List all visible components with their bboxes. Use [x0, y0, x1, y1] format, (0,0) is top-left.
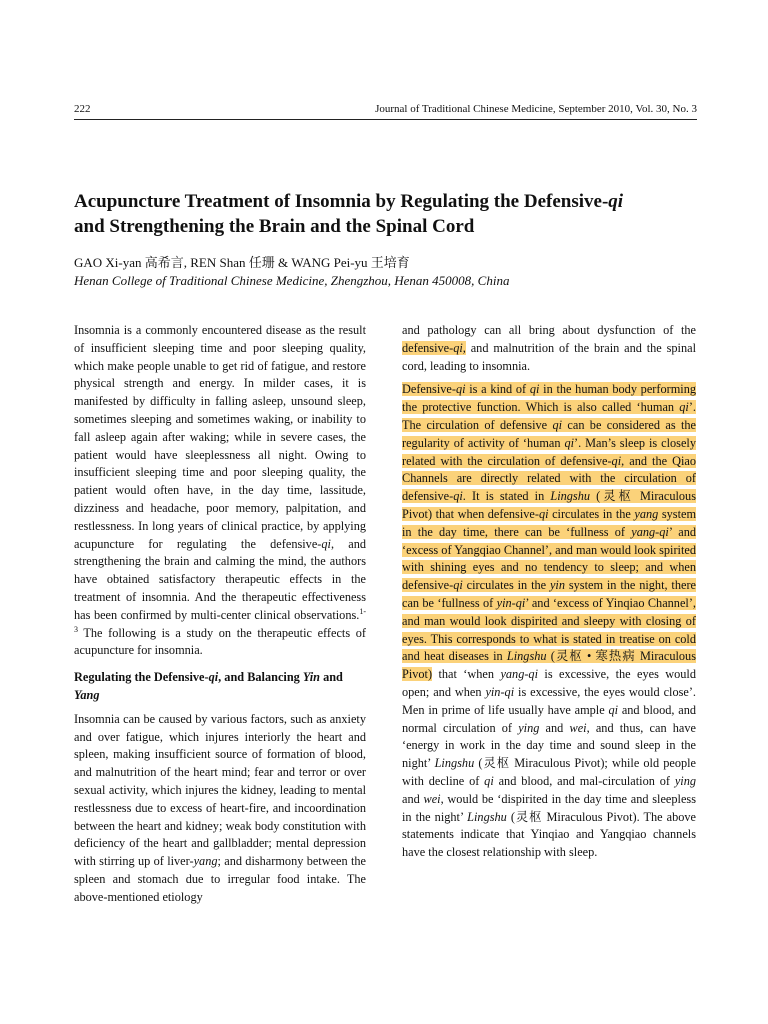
heading-run: and [320, 670, 343, 685]
highlighted-text [402, 341, 466, 355]
text-run-italic: yin-qi [485, 684, 515, 699]
text-run: , would be ‘dispirited in the day time and sleepless in the night’ [402, 791, 696, 824]
title-line-1: Acupuncture Treatment of Insomnia by Regulating the Defensive- [74, 191, 609, 212]
title-qi: qi [608, 191, 624, 212]
text-run: can be considered as the regularity of activity of ‘human [402, 417, 696, 450]
text-run-italic: qi [538, 506, 549, 521]
text-run: is excessive, the eyes would close’. Men in prime of life usually have ample [402, 684, 697, 717]
section-heading [74, 669, 366, 705]
running-header [74, 102, 697, 120]
text-run: and [539, 720, 570, 735]
text-run-italic: Lingshu [434, 756, 475, 771]
etiology-paragraph [74, 711, 366, 907]
text-run-italic: yang-qi [500, 667, 539, 682]
defensive-qi-paragraph [402, 381, 696, 862]
text-run: . It is stated in [462, 489, 551, 504]
text-run: ’. The circulation of defensive [402, 400, 696, 432]
text-run: ; and disharmony between the spleen and stomach due to irregular food intake. The above-mentioned etiology [74, 854, 366, 904]
text-run-italic: qi [455, 382, 466, 397]
article-title [74, 189, 704, 239]
text-run: and malnutrition of the brain and the spinal cord, leading to insomnia. [402, 340, 696, 373]
heading-run: , and Balancing [218, 670, 303, 685]
text-run: (灵枢 Miraculous Pivot) that when defensive- [402, 489, 696, 521]
text-run-italic: qi [529, 382, 540, 397]
text-run-italic: qi [552, 417, 563, 432]
heading-run: Regulating the Defensive- [74, 670, 209, 685]
text-run: Insomnia is a commonly encountered disease as the result of insufficient sleeping time and poor sleeping quality, which make people unable to get rid of fatigue, and restore physical strength and energy. In milder cases, it is manifested by difficulty in falling asleep, unsound sleep, sometimes sleeping and sometimes waking, or inability to fall asleep again after waking; while in severe cases, the patient would have sleeplessness all night. Owing to insufficient sleeping time and poor sleeping quality, the patient would often have, in the day time, lassitude, dizziness and headache, poor memory, palpitation, and restlessness. In long years of clinical practice, by applying acupuncture for regulating the defensive- [74, 323, 366, 551]
text-run-italic: Lingshu [467, 809, 507, 824]
text-run-italic: qi [611, 453, 622, 468]
author-list: GAO Xi-yan 高希言, REN Shan 任珊 & WANG Pei-yu 王培育 [74, 255, 410, 270]
title-line-2: and Strengthening the Brain and the Spinal Cord [74, 216, 475, 237]
heading-run-italic: Yin [302, 670, 320, 685]
text-run-italic: qi [321, 536, 331, 551]
text-run: The following is a study on the therapeutic effects of acupuncture for insomnia. [74, 625, 366, 658]
text-run-italic: qi [484, 773, 494, 788]
text-run: ’ and ‘excess of Yangqiao Channel’, and man would look spirited with shining eyes and no tendency to sleep; and when defensive- [402, 524, 697, 593]
text-run: Insomnia can be caused by various factors, such as anxiety and over fatigue, which injures interiorly the heart and spleen, making insufficient source of formation of blood, and malnutrition of the heart mind; fear and terror or over sexual activity, which injures the kidney, leading to mental restlessness due to excess of heart-fire, and incoordination between the heart and kidney; weak body constitution with deficiency of the heart and gallbladder; mental depression with stirring up of liver- [74, 711, 366, 869]
text-run: , and the Qiao Channels are directly related with the circulation of defensive- [402, 453, 696, 504]
text-run: and pathology can all bring about dysfunction of the [402, 323, 696, 337]
citation-superscript: 1-3 [74, 606, 366, 634]
text-run-italic: yang [193, 854, 218, 869]
text-run-italic: wei [423, 791, 441, 806]
text-run: circulates in the [462, 578, 550, 593]
text-run-italic: qi [564, 435, 575, 450]
text-run-italic: yang-qi [631, 524, 669, 539]
affiliation: Henan College of Traditional Chinese Medicine, Zhengzhou, Henan 450008, China [74, 273, 510, 288]
text-run: and blood, and normal circulation of [402, 702, 696, 735]
text-run: (灵枢 Miraculous Pivot); while old people with decline of [402, 756, 696, 788]
text-run-italic: qi, [453, 340, 466, 355]
text-run: and blood, and mal-circulation of [493, 773, 675, 788]
text-run: that ‘when [432, 667, 501, 682]
text-run: circulates in the [548, 506, 635, 521]
text-run-italic: ying [518, 720, 540, 735]
text-run: is a kind of [465, 382, 530, 397]
text-run-italic: yin-qi [496, 595, 526, 610]
text-run: system in the night, there can be ‘fullness of [402, 578, 697, 610]
text-run-italic: Lingshu [550, 489, 590, 504]
text-run-italic: yin [549, 578, 565, 593]
text-run-italic: ying [674, 773, 696, 788]
heading-run-italic: Yang [74, 687, 100, 702]
text-run-italic: qi [453, 489, 463, 504]
text-run-italic: yang [634, 506, 659, 521]
right-column [402, 322, 696, 862]
text-run-italic: qi [608, 702, 619, 717]
text-run: , and strengthening the brain and calming the mind, the authors have obtained satisfactory therapeutic effects in the treatment of insomnia. And the therapeutic effectiveness has been confirmed by multi-center clinical observations. [74, 536, 366, 622]
left-column [74, 322, 366, 907]
text-run-italic: wei [569, 720, 587, 735]
journal-citation: Journal of Traditional Chinese Medicine, September 2010, Vol. 30, No. 3 [375, 103, 697, 115]
text-run: ’ and ‘excess of Yinqiao Channel’, and man would look dispirited and sleepy with closing of eyes. This corresponds to what is stated in treatise on cold and heat diseases in [402, 595, 697, 664]
text-run: Defensive- [402, 382, 456, 397]
intro-paragraph [74, 322, 366, 660]
text-run-italic: Lingshu [506, 649, 547, 664]
unhighlighted-text [402, 667, 696, 859]
text-run: in the human body performing the protective function. Which is also called ‘human [402, 382, 696, 415]
text-run: defensive- [402, 340, 454, 355]
text-run: ’. Man’s sleep is closely related with the circulation of defensive- [402, 435, 696, 468]
text-run: system in the day time, there can be ‘fullness of [402, 506, 697, 539]
text-run: , and thus, can have ‘energy in work in the day time and sound sleep in the night’ [402, 720, 696, 771]
text-run: (灵枢 Miraculous Pivot). The above statements indicate that Yinqiao and Yangqiao channels have the closest relationship with sleep. [402, 809, 696, 860]
text-run-italic: qi [679, 400, 689, 415]
page-number: 222 [74, 103, 91, 115]
highlighted-text [402, 382, 696, 681]
heading-run-italic: qi [208, 670, 219, 685]
text-run: (灵枢 • 寒热病 Miraculous Pivot) [402, 649, 696, 682]
pathology-paragraph [402, 322, 696, 375]
text-run-italic: qi [453, 578, 463, 593]
text-run: and [402, 791, 424, 806]
text-run: is excessive, the eyes would open; and when [402, 667, 696, 699]
